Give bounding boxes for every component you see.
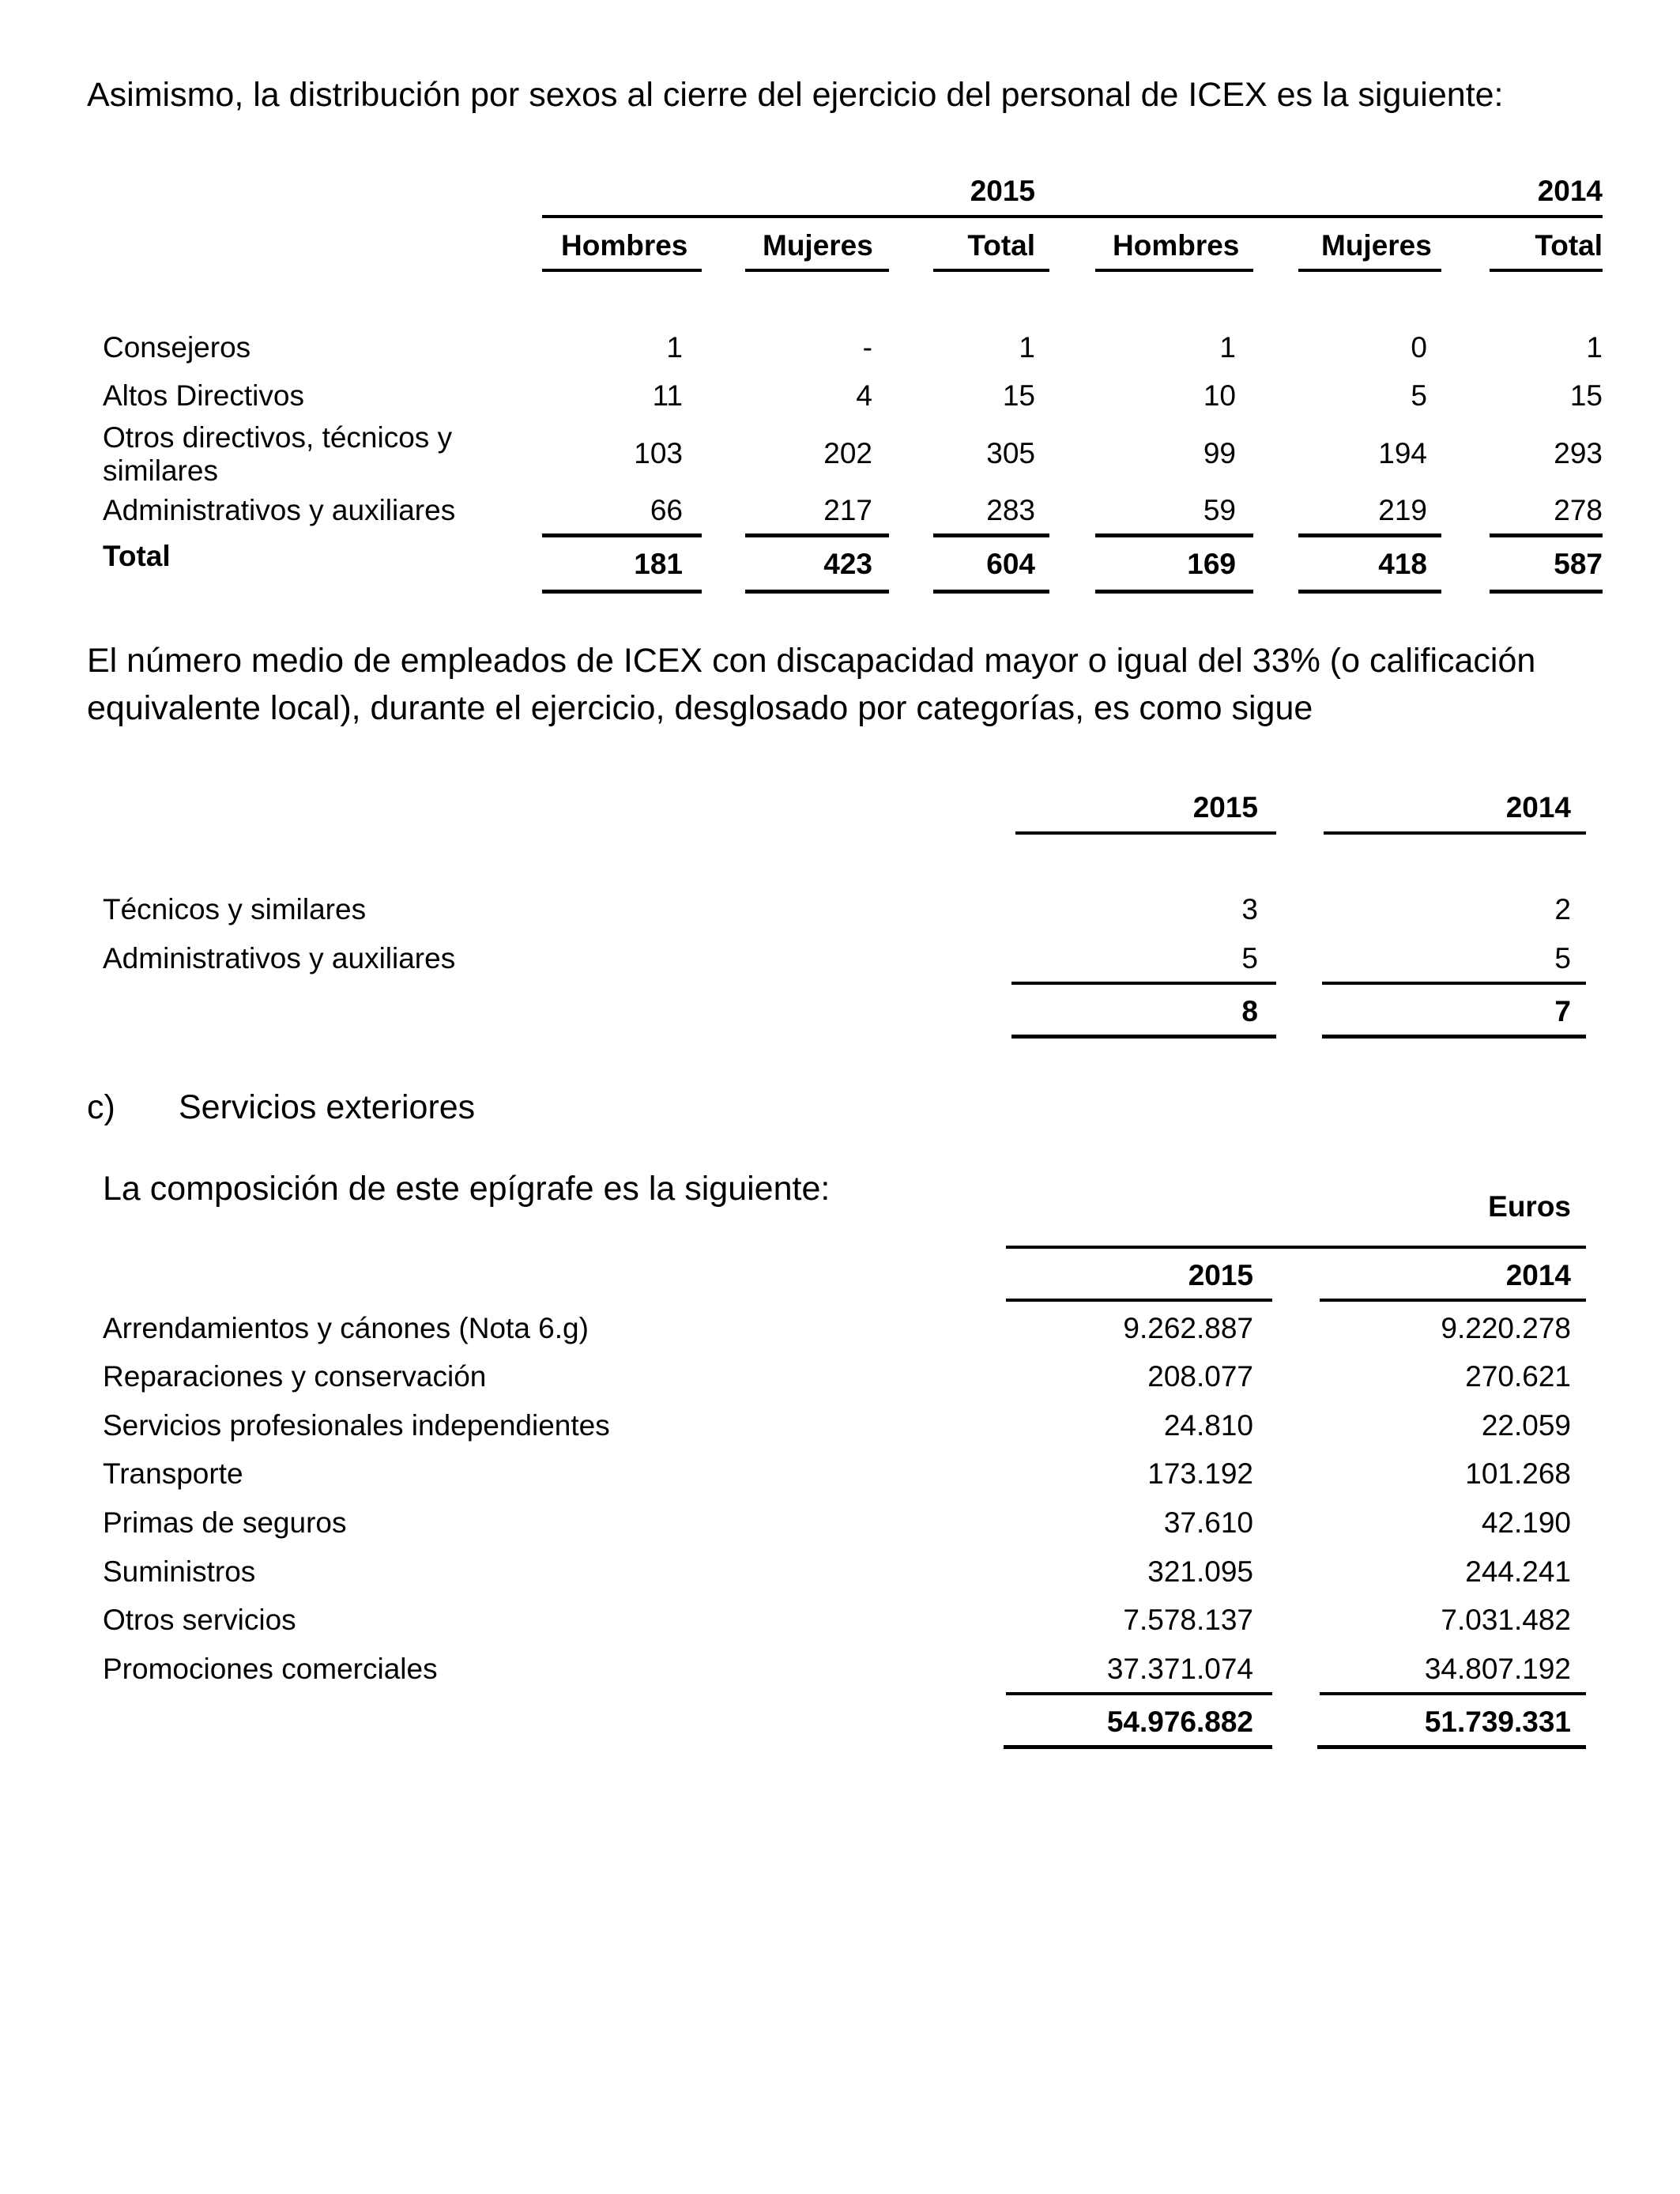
intro-disability-line2: equivalente local), durante el ejercicio, desglosado por categorías, es como sigue	[87, 689, 1313, 727]
col-rule	[1324, 831, 1586, 835]
total-rule	[542, 533, 702, 537]
cell: 4	[856, 379, 872, 412]
cell: 1	[1219, 331, 1236, 364]
cell: 37.610	[1163, 1506, 1253, 1539]
cell: 244.241	[1465, 1555, 1571, 1588]
cell: 10	[1203, 379, 1236, 412]
gender-year-2015: 2015	[970, 175, 1035, 207]
total-rule	[1320, 1692, 1586, 1695]
cell: 173.192	[1147, 1457, 1253, 1490]
row-label: Arrendamientos y cánones (Nota 6.g)	[103, 1312, 589, 1344]
row-label: Suministros	[103, 1555, 256, 1588]
col-rule	[1490, 269, 1603, 272]
cell: 66	[650, 494, 683, 526]
gender-col-mujeres-2014: Mujeres	[1321, 229, 1432, 262]
disability-year-2014: 2014	[1505, 791, 1571, 824]
cell: 305	[986, 437, 1035, 469]
cell: 587	[1554, 548, 1603, 580]
row-label-line1: Otros directivos, técnicos y	[103, 421, 453, 454]
cell: 283	[986, 494, 1035, 526]
cell: 1	[1019, 331, 1035, 364]
total-bottom-rule	[1095, 590, 1253, 594]
cell: 202	[823, 437, 872, 469]
gender-col-hombres-2015: Hombres	[561, 229, 688, 262]
gender-year-2014: 2014	[1537, 175, 1603, 207]
cell: 34.807.192	[1424, 1653, 1571, 1685]
total-bottom-rule	[745, 590, 889, 594]
cell: 9.220.278	[1441, 1312, 1571, 1344]
total-rule	[933, 533, 1049, 537]
row-label-line2: similares	[103, 454, 218, 487]
services-unit: Euros	[1488, 1190, 1571, 1223]
cell: 1	[666, 331, 683, 364]
cell: 11	[652, 379, 683, 412]
col-rule	[1095, 269, 1253, 272]
services-year-2014: 2014	[1505, 1259, 1571, 1291]
cell: 8	[1241, 995, 1258, 1027]
total-bottom-rule	[1011, 1035, 1276, 1039]
gender-col-mujeres-2015: Mujeres	[763, 229, 873, 262]
total-rule	[1322, 982, 1586, 985]
cell: 418	[1378, 548, 1427, 580]
row-label: Consejeros	[103, 331, 251, 364]
row-label: Transporte	[103, 1457, 243, 1490]
cell: 101.268	[1465, 1457, 1571, 1490]
cell: 208.077	[1147, 1360, 1253, 1393]
col-rule	[1006, 1299, 1272, 1302]
cell: 0	[1411, 331, 1427, 364]
cell: 5	[1411, 379, 1427, 412]
intro-disability-line1: El número medio de empleados de ICEX con discapacidad mayor o igual del 33% (o calificación	[87, 642, 1536, 680]
total-bottom-rule	[1317, 1745, 1586, 1749]
cell: 7.031.482	[1441, 1604, 1571, 1636]
total-bottom-rule	[1298, 590, 1441, 594]
services-header-rule	[1006, 1246, 1586, 1249]
total-bottom-rule	[933, 590, 1049, 594]
cell: 181	[634, 548, 683, 580]
cell: 59	[1203, 494, 1236, 526]
row-label: Promociones comerciales	[103, 1653, 438, 1685]
total-rule	[1490, 533, 1603, 537]
total-bottom-rule	[1490, 590, 1603, 594]
row-label: Servicios profesionales independientes	[103, 1409, 610, 1442]
cell: 54.976.882	[1106, 1706, 1253, 1738]
total-rule	[1011, 982, 1276, 985]
cell: 604	[986, 548, 1035, 580]
cell: 99	[1203, 437, 1236, 469]
cell: 169	[1187, 548, 1236, 580]
cell: 278	[1554, 494, 1603, 526]
disability-year-2015: 2015	[1192, 791, 1258, 824]
row-label: Administrativos y auxiliares	[103, 494, 456, 526]
col-rule	[542, 269, 702, 272]
col-rule	[745, 269, 889, 272]
intro-gender-text: Asimismo, la distribución por sexos al cierre del ejercicio del personal de ICEX es la siguiente:	[87, 76, 1504, 114]
cell: 3	[1241, 893, 1258, 925]
col-rule	[1320, 1299, 1586, 1302]
total-rule	[1006, 1692, 1272, 1695]
total-bottom-rule	[542, 590, 702, 594]
cell: 42.190	[1481, 1506, 1571, 1539]
cell: 15	[1569, 379, 1603, 412]
total-rule	[1298, 533, 1441, 537]
total-rule	[745, 533, 889, 537]
col-rule	[1015, 831, 1276, 835]
row-label: Primas de seguros	[103, 1506, 347, 1539]
cell: 321.095	[1147, 1555, 1253, 1588]
cell: 24.810	[1163, 1409, 1253, 1442]
row-label: Técnicos y similares	[103, 893, 367, 925]
cell: 103	[634, 437, 683, 469]
cell: 7.578.137	[1123, 1604, 1253, 1636]
row-label: Otros servicios	[103, 1604, 296, 1636]
cell: 219	[1378, 494, 1427, 526]
cell: 2	[1554, 893, 1571, 925]
total-label: Total	[103, 540, 171, 572]
cell: 15	[1002, 379, 1035, 412]
cell: 217	[823, 494, 872, 526]
cell: 270.621	[1465, 1360, 1571, 1393]
cell: 293	[1554, 437, 1603, 469]
total-bottom-rule	[1004, 1745, 1272, 1749]
cell: 1	[1586, 331, 1603, 364]
cell: 423	[823, 548, 872, 580]
cell: 9.262.887	[1123, 1312, 1253, 1344]
section-letter: c)	[87, 1088, 115, 1126]
row-label: Reparaciones y conservación	[103, 1360, 487, 1393]
cell: 22.059	[1481, 1409, 1571, 1442]
cell: -	[862, 331, 872, 364]
section-title: Servicios exteriores	[179, 1088, 476, 1126]
col-rule	[1298, 269, 1441, 272]
row-label: Administrativos y auxiliares	[103, 942, 456, 974]
gender-col-hombres-2014: Hombres	[1113, 229, 1240, 262]
cell: 7	[1554, 995, 1571, 1027]
services-year-2015: 2015	[1188, 1259, 1253, 1291]
cell: 194	[1378, 437, 1427, 469]
gender-col-total-2015: Total	[967, 229, 1035, 262]
cell: 5	[1241, 942, 1258, 974]
gender-header-rule	[542, 215, 1603, 218]
gender-col-total-2014: Total	[1535, 229, 1603, 262]
row-label: Altos Directivos	[103, 379, 304, 412]
col-rule	[933, 269, 1049, 272]
total-rule	[1095, 533, 1253, 537]
cell: 37.371.074	[1106, 1653, 1253, 1685]
cell: 51.739.331	[1424, 1706, 1571, 1738]
section-intro: La composición de este epígrafe es la siguiente:	[103, 1170, 831, 1208]
cell: 5	[1554, 942, 1571, 974]
total-bottom-rule	[1322, 1035, 1586, 1039]
